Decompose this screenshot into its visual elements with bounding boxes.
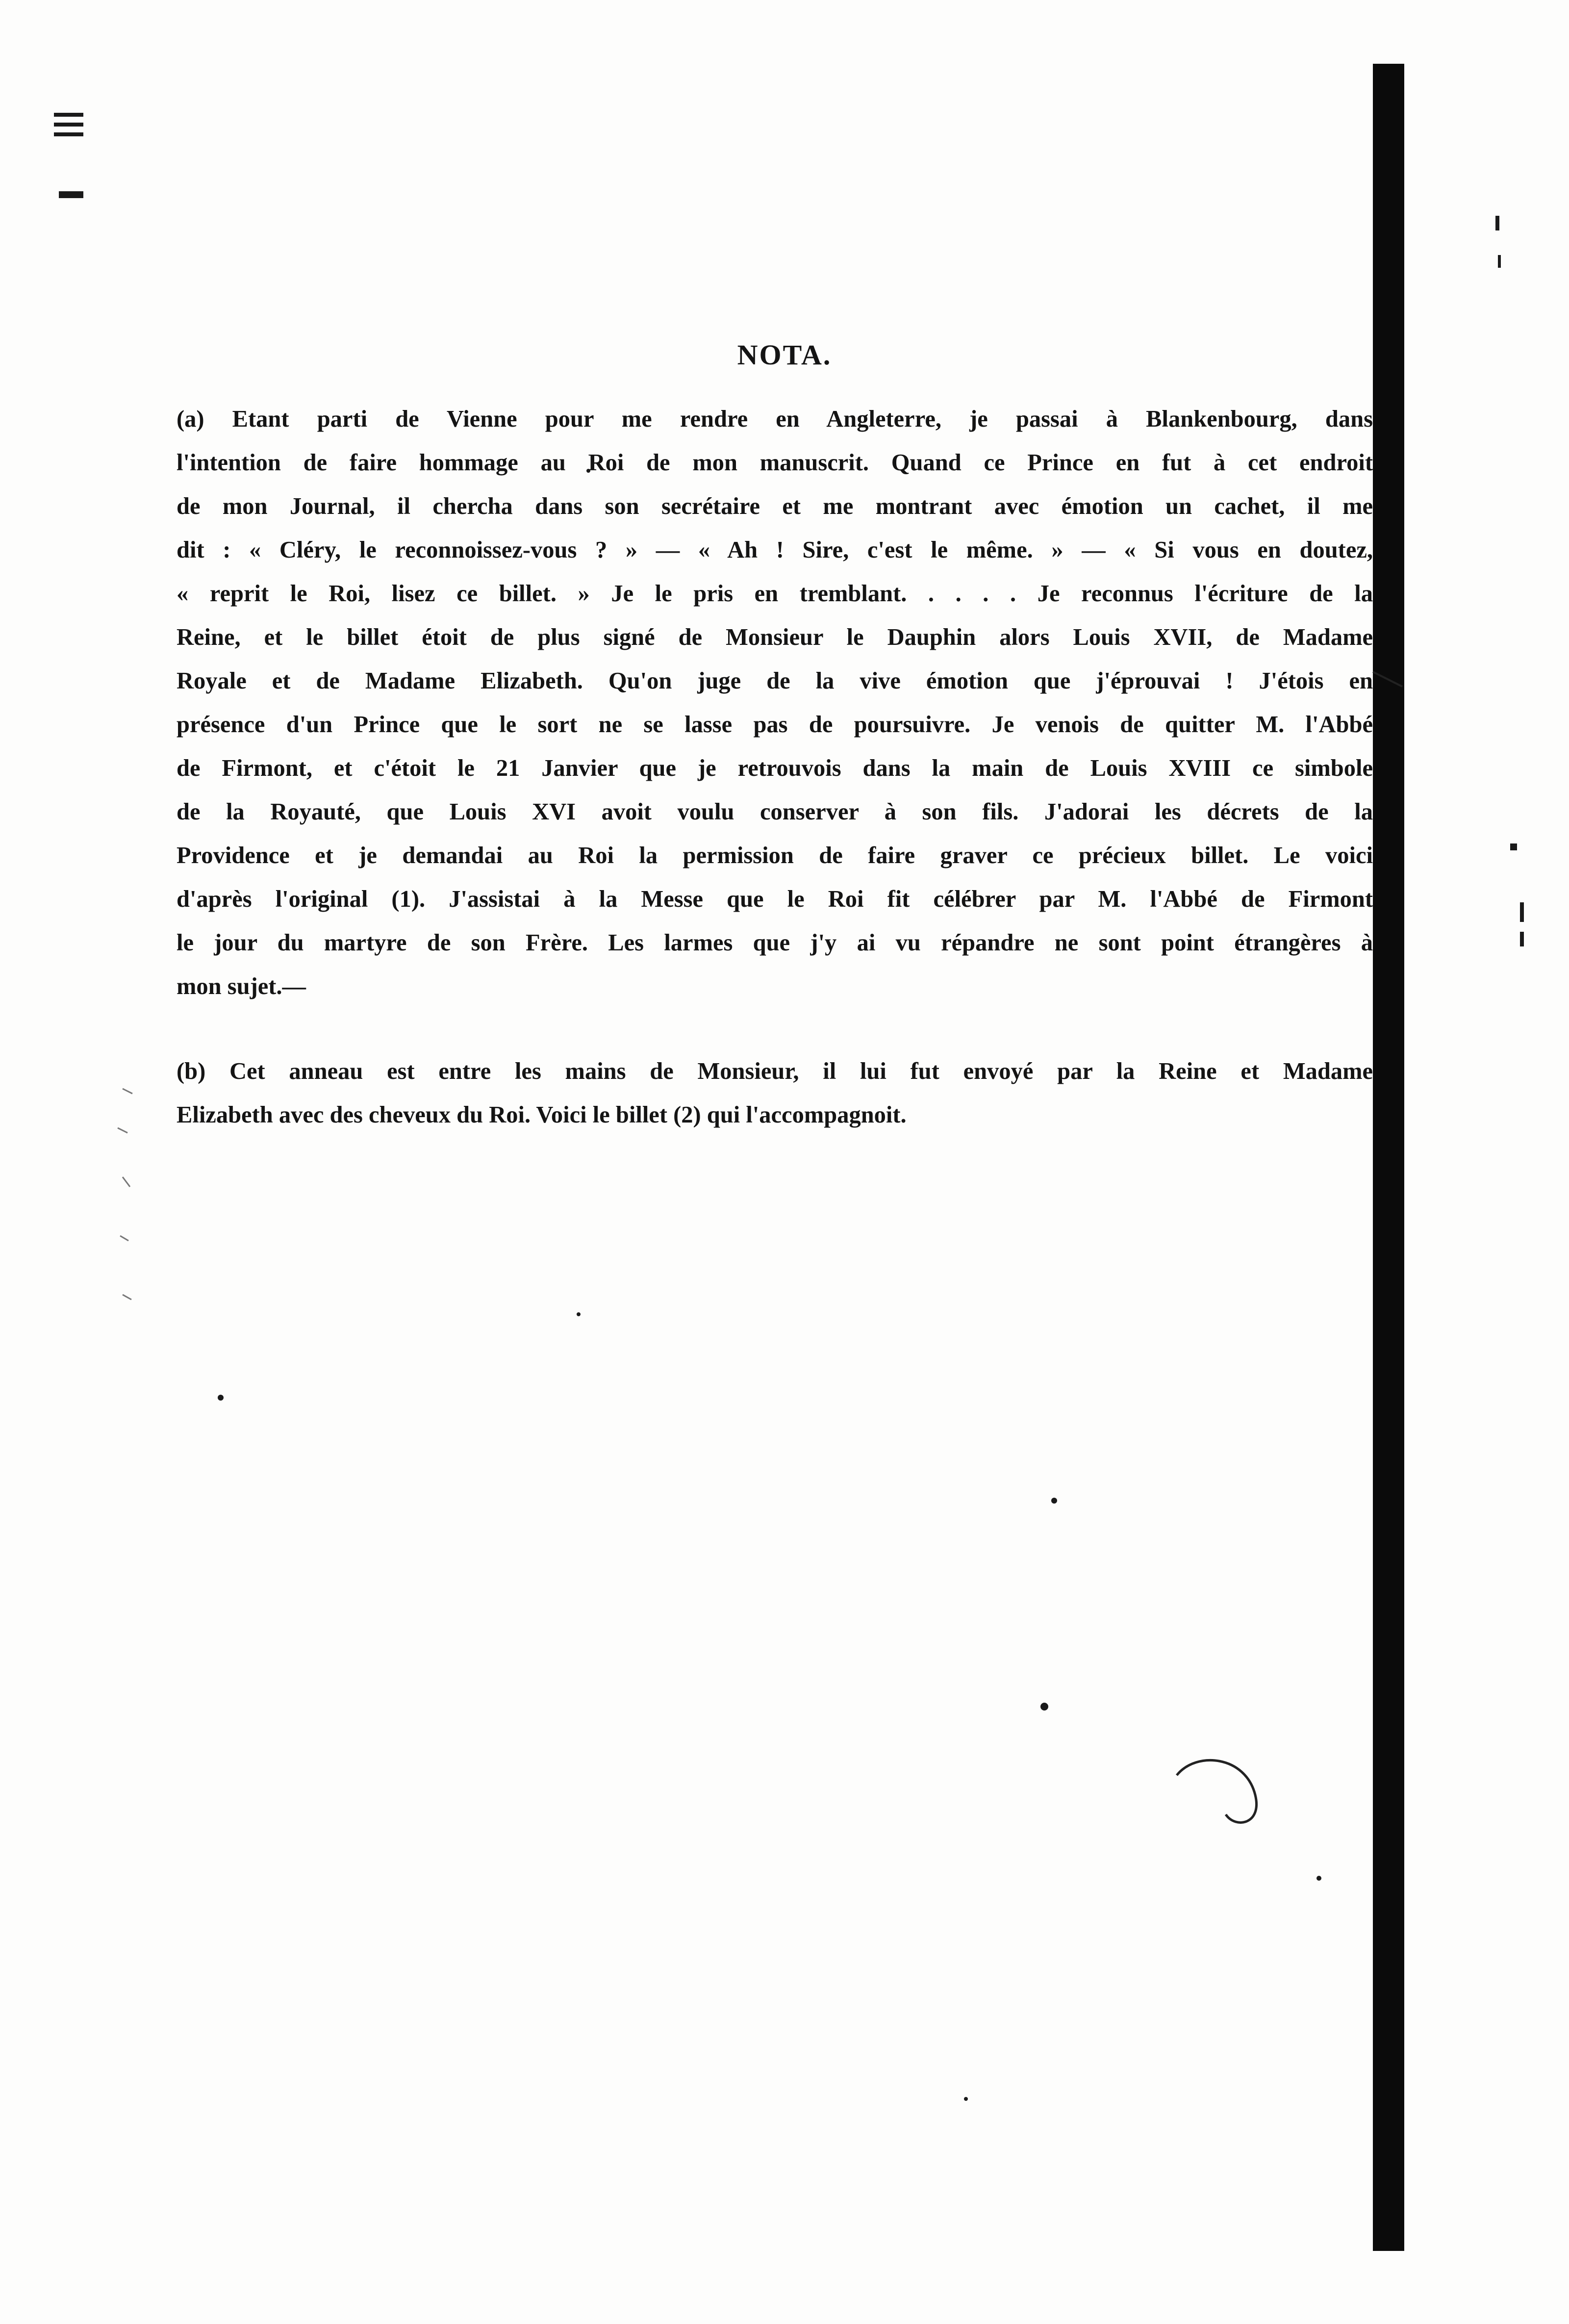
text-line: (a) Etant parti de Vienne pour me rendre en Angleterre, je passai à Blankenbourg, dans (177, 406, 1373, 432)
text-line: le jour du martyre de son Frère. Les larmes que j'y ai vu répandre ne sont point étrangères à (177, 930, 1373, 956)
scan-mark (218, 1395, 224, 1401)
text-line: de mon Journal, il chercha dans son secrétaire et me montrant avec émotion un cachet, il me (177, 493, 1373, 519)
scan-mark (1498, 255, 1501, 268)
scan-mark (1495, 216, 1499, 230)
text-line: de la Royauté, que Louis XVI avoit voulu conserver à son fils. J'adorai les décrets de la (177, 799, 1373, 825)
scan-mark (54, 113, 83, 117)
text-line: de Firmont, et c'étoit le 21 Janvier que je retrouvois dans la main de Louis XVIII ce simbole (177, 755, 1373, 781)
text-line: mon sujet.— (177, 973, 306, 999)
note-b-paragraph (177, 1049, 1373, 1137)
scan-mark (1520, 902, 1524, 922)
text-line: (b) Cet anneau est entre les mains de Monsieur, il lui fut envoyé par la Reine et Madame (177, 1058, 1373, 1084)
text-line: Reine, et le billet étoit de plus signé de Monsieur le Dauphin alors Louis XVII, de Madame (177, 624, 1373, 650)
scan-mark (54, 132, 83, 136)
scan-mark (1051, 1498, 1057, 1504)
text-line: Elizabeth avec des cheveux du Roi. Voici le billet (2) qui l'accompagnoit. (177, 1102, 907, 1128)
text-line: « reprit le Roi, lisez ce billet. » Je le pris en tremblant. . . . . Je reconnus l'écriture de la (177, 581, 1373, 607)
scan-mark (1040, 1703, 1048, 1711)
text-line: Providence et je demandai au Roi la permission de faire graver ce précieux billet. Le voici (177, 843, 1373, 868)
ink-stroke (1373, 672, 1402, 687)
text-line: l'intention de faire hommage au Roi de mon manuscrit. Quand ce Prince en fut à cet endroit (177, 450, 1373, 476)
scan-mark (964, 2097, 968, 2101)
scan-mark (1316, 1876, 1321, 1881)
text-line: présence d'un Prince que le sort ne se lasse pas de poursuivre. Je venois de quitter M. l'Abbé (177, 712, 1373, 738)
ink-scribble (1177, 1760, 1257, 1822)
edge-dust (118, 1089, 132, 1300)
text-line: d'après l'original (1). J'assistai à la Messe que le Roi fit célébrer par M. l'Abbé de Firmont (177, 886, 1373, 912)
scan-mark (59, 191, 83, 198)
scan-mark (54, 123, 83, 127)
text-line: Royale et de Madame Elizabeth. Qu'on juge de la vive émotion que j'éprouvai ! J'étois en (177, 668, 1373, 694)
text-line: dit : « Cléry, le reconnoissez-vous ? » — « Ah ! Sire, c'est le même. » — « Si vous en doutez, (177, 537, 1373, 563)
page-title: NOTA. (737, 339, 832, 371)
scan-mark (1520, 932, 1524, 946)
scan-mark (1510, 843, 1517, 850)
note-a-paragraph (177, 397, 1373, 1008)
scan-mark (577, 1312, 581, 1316)
